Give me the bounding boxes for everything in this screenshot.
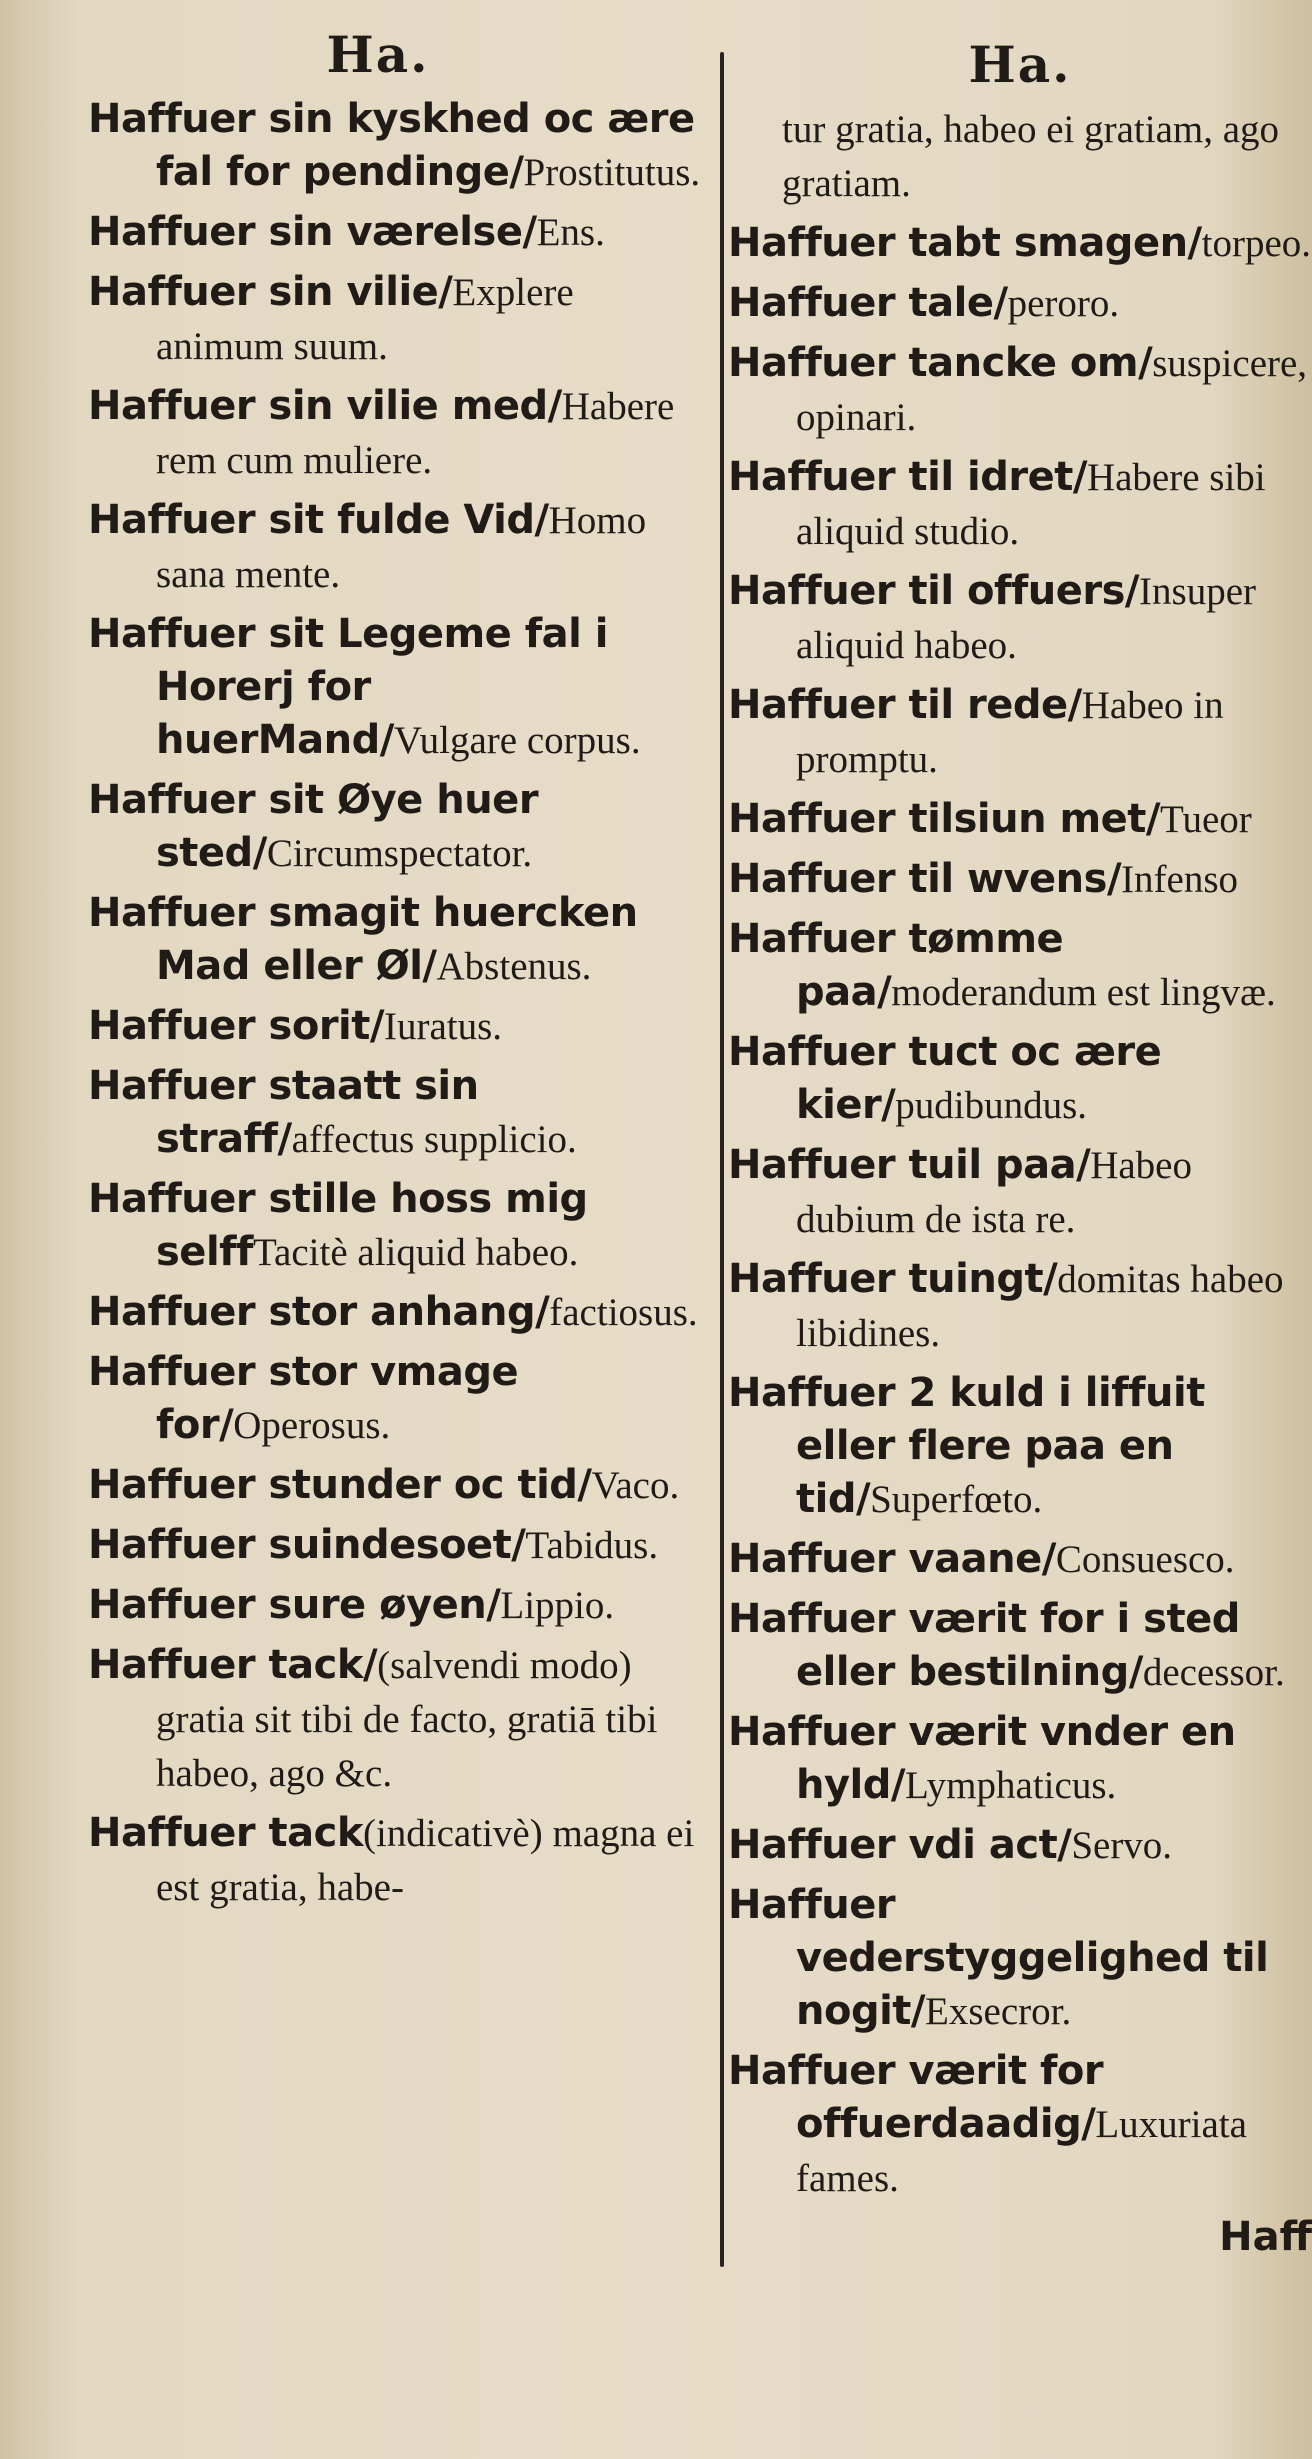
entry-headword: Haffuer sin kyskhed oc ære fal for pendinge/ [88, 96, 695, 195]
dictionary-entry [88, 493, 708, 601]
entry-headword: Haffuer tack [88, 1810, 363, 1856]
dictionary-entry [728, 1252, 1312, 1360]
entry-headword: Haffuer tuingt/ [728, 1256, 1058, 1302]
entry-headword: Haffuer tack/ [88, 1642, 378, 1688]
right-entries [728, 216, 1312, 2205]
entry-headword: Haffuer til rede/ [728, 682, 1082, 728]
dictionary-entry [88, 1458, 708, 1512]
entry-translation: Explere animum suum. [156, 271, 574, 368]
entry-headword: Haffuer tale/ [728, 280, 1008, 326]
entry-headword: Haffuer til offuers/ [728, 568, 1140, 614]
entry-translation: Exsecror. [925, 1990, 1072, 2033]
dictionary-entry [728, 2044, 1312, 2205]
entry-headword: Haffuer vdi act/ [728, 1822, 1072, 1868]
entry-headword: Haffuer tømme paa/ [728, 916, 1064, 1015]
entry-translation: Homo sana mente. [156, 499, 647, 596]
dictionary-entry [88, 1578, 708, 1632]
dictionary-entry [88, 1806, 708, 1914]
entry-headword: Haffuer sit Legeme fal i Horerj for huerMand/ [88, 611, 608, 763]
entry-translation: peroro. [1007, 282, 1120, 325]
entry-translation: Tabidus. [525, 1524, 659, 1567]
entry-translation: factiosus. [549, 1291, 698, 1334]
entry-translation: domitas habeo libidines. [796, 1258, 1284, 1355]
dictionary-entry [728, 1705, 1312, 1812]
entry-headword: Haffuer til idret/ [728, 454, 1087, 500]
left-column [88, 20, 708, 1920]
entry-headword: Haffuer tuil paa/ [728, 1142, 1091, 1188]
entry-headword: Haffuer stor anhang/ [88, 1289, 550, 1335]
entry-translation: Servo. [1071, 1824, 1173, 1867]
entry-translation: Ens. [536, 211, 605, 254]
entry-translation: Lippio. [500, 1584, 615, 1627]
entry-headword: Haffuer sit Øye huer sted/ [88, 777, 539, 876]
dictionary-entry [88, 773, 708, 880]
entry-headword: Haffuer vaane/ [728, 1536, 1056, 1582]
entry-headword: Haffuer tuct oc ære kier/ [728, 1029, 1162, 1128]
dictionary-entry [728, 852, 1312, 906]
dictionary-entry [728, 1878, 1312, 2038]
dictionary-entry [728, 276, 1312, 330]
dictionary-entry [728, 1532, 1312, 1586]
entry-headword: Haffuer tilsiun met/ [728, 796, 1161, 842]
dictionary-entry [728, 912, 1312, 1019]
dictionary-entry [88, 1059, 708, 1166]
entry-headword: Haffuer tabt smagen/ [728, 220, 1202, 266]
entry-translation: Operosus. [233, 1404, 391, 1447]
entry-headword: Haffuer værit vnder en hyld/ [728, 1709, 1236, 1808]
entry-headword: Haffuer stille hoss mig selff [88, 1176, 588, 1275]
entry-translation: Luxuriata fames. [796, 2103, 1247, 2200]
entry-translation: Superfœto. [870, 1478, 1043, 1521]
entry-headword: Haffuer sure øyen/ [88, 1582, 501, 1628]
catchword: Haff [1219, 2214, 1312, 2260]
entry-translation: Lymphaticus. [905, 1764, 1117, 1807]
entry-translation: Habeo in promptu. [796, 684, 1224, 781]
dictionary-entry [728, 792, 1312, 846]
entry-translation: Consuesco. [1055, 1538, 1235, 1581]
entry-headword: Haffuer stor vmage for/ [88, 1349, 519, 1448]
entry-headword: Haffuer suindesoet/ [88, 1522, 526, 1568]
entry-headword: Haffuer sin værelse/ [88, 209, 537, 255]
entry-headword: Haffuer sin vilie med/ [88, 383, 562, 429]
dictionary-entry [728, 1138, 1312, 1246]
entry-translation: Prostitutus. [523, 151, 701, 194]
entry-translation: (salvendi modo) gratia sit tibi de facto, gratiā tibi habeo, ago &c. [156, 1644, 658, 1795]
dictionary-entry [88, 1172, 708, 1279]
dictionary-entry [88, 1285, 708, 1339]
dictionary-entry [88, 1638, 708, 1800]
entry-translation: Iuratus. [384, 1005, 503, 1048]
dictionary-entry [88, 92, 708, 199]
entry-headword: Haffuer sit fulde Vid/ [88, 497, 549, 543]
dictionary-entry [728, 336, 1312, 444]
entry-headword: Haffuer stunder oc tid/ [88, 1462, 592, 1508]
entry-headword: Haffuer vederstyggelighed til nogit/ [728, 1882, 1269, 2034]
dictionary-entry [88, 265, 708, 373]
entry-translation: Vaco. [591, 1464, 680, 1507]
entry-translation: moderandum est lingvæ. [891, 971, 1276, 1014]
column-divider [720, 52, 724, 2267]
dictionary-entry [728, 450, 1312, 558]
entry-translation: (indicativè) magna ei est gratia, habe- [156, 1812, 695, 1909]
right-column [728, 30, 1312, 2263]
dictionary-entry [88, 999, 708, 1053]
entry-translation: Abstenus. [436, 945, 592, 988]
entry-translation: Habeo dubium de ista re. [796, 1144, 1192, 1241]
dictionary-entry [728, 1366, 1312, 1526]
entry-headword: Haffuer værit for offuerdaadig/ [728, 2048, 1104, 2147]
entry-translation: Habere sibi aliquid studio. [796, 456, 1266, 553]
entry-translation: Infenso [1121, 858, 1239, 901]
entry-translation: Circumspectator. [266, 832, 533, 875]
dictionary-entry [88, 205, 708, 259]
entry-headword: Haffuer sorit/ [88, 1003, 384, 1049]
entry-headword: Haffuer sin vilie/ [88, 269, 453, 315]
entry-headword: Haffuer værit for i sted eller bestilning/ [728, 1596, 1240, 1695]
dictionary-entry [88, 1518, 708, 1572]
entry-translation: pudibundus. [895, 1084, 1088, 1127]
continuation-text [728, 102, 1312, 210]
dictionary-entry [88, 379, 708, 487]
entry-translation: decessor. [1142, 1651, 1285, 1694]
entry-headword: Haffuer staatt sin straff/ [88, 1063, 479, 1162]
entry-translation: Insuper aliquid habeo. [796, 570, 1257, 667]
entry-translation: Habere rem cum muliere. [156, 385, 675, 482]
dictionary-entry [88, 607, 708, 767]
dictionary-entry [728, 678, 1312, 786]
entry-translation: affectus supplicio. [291, 1118, 577, 1161]
dictionary-entry [728, 564, 1312, 672]
entry-headword: Haffuer tancke om/ [728, 340, 1153, 386]
dictionary-entry [728, 216, 1312, 270]
dictionary-entry [728, 1025, 1312, 1132]
dictionary-entry [88, 1345, 708, 1452]
entry-translation: Tacitè aliquid habeo. [252, 1231, 579, 1274]
dictionary-entry [728, 1592, 1312, 1699]
left-running-header: Ha. [326, 25, 430, 84]
entry-headword: Haffuer 2 kuld i liffuit eller flere paa en tid/ [728, 1370, 1205, 1522]
entry-headword: Haffuer til wvens/ [728, 856, 1122, 902]
entry-translation: Tueor [1160, 798, 1252, 841]
continuation-latin: tur gratia, habeo ei gratiam, ago gratiam. [782, 108, 1280, 205]
entry-translation: suspicere, opinari. [796, 342, 1308, 439]
entry-headword: Haffuer smagit huercken Mad eller Øl/ [88, 890, 638, 989]
entry-translation: torpeo. [1201, 222, 1312, 265]
dictionary-entry [728, 1818, 1312, 1872]
entry-translation: Vulgare corpus. [393, 719, 641, 762]
left-entries [88, 92, 708, 1914]
right-running-header: Ha. [968, 35, 1072, 94]
dictionary-entry [88, 886, 708, 993]
